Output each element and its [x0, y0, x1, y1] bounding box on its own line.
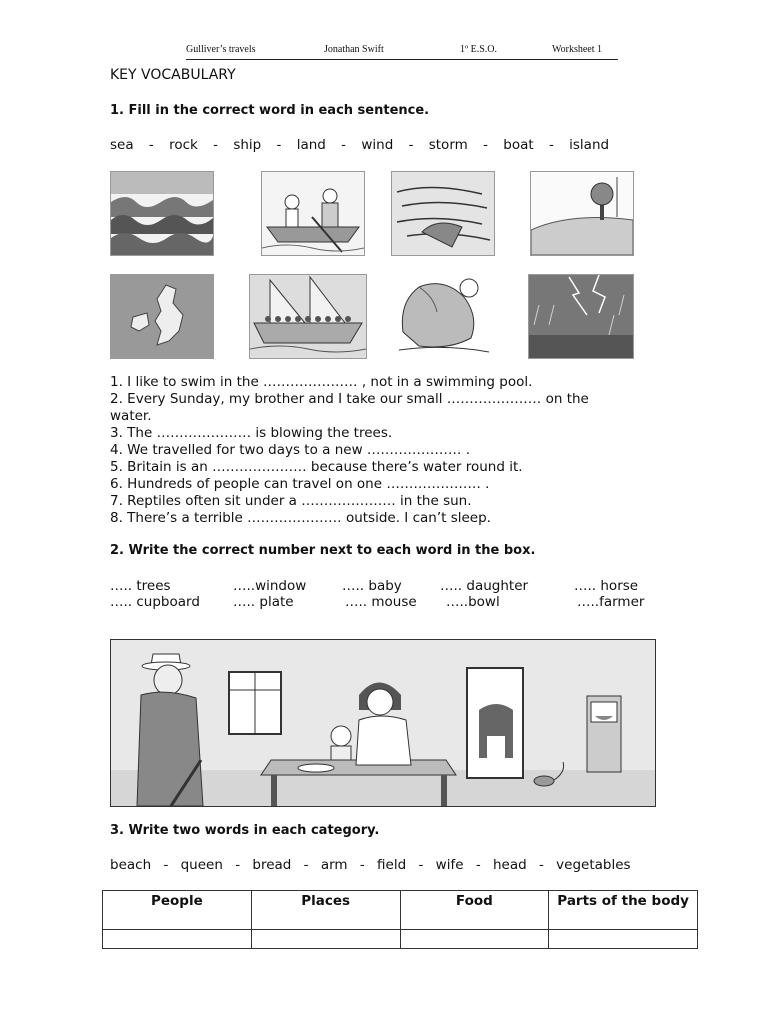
word-item: queen [180, 857, 223, 873]
word-item: rock [169, 137, 198, 153]
word-separator: - [548, 137, 554, 153]
category-table [102, 890, 698, 949]
ex1-sentences [110, 374, 670, 527]
column-header: People [103, 891, 252, 930]
header-book: Gulliver’s travels [186, 44, 256, 55]
answer-cell[interactable] [549, 930, 698, 949]
sentence: 7. Reptiles often sit under a ………………… in the sun. [110, 493, 472, 509]
table-row [103, 930, 698, 949]
header-sheet: Worksheet 1 [552, 44, 603, 55]
word-separator: - [418, 857, 424, 873]
word-separator: - [341, 137, 347, 153]
box-word: ….. daughter [440, 578, 529, 594]
storm-picture [528, 274, 634, 359]
word-separator: - [303, 857, 309, 873]
word-separator: - [475, 857, 481, 873]
ex3-heading: 3. Write two words in each category. [110, 823, 380, 838]
box-word: ….. horse [574, 578, 639, 594]
sentence: 5. Britain is an ………………… because there’s water round it. [110, 459, 523, 475]
family-scene-picture [110, 639, 656, 807]
word-item: island [569, 137, 610, 153]
column-header: Places [251, 891, 400, 930]
table-header-row [103, 891, 698, 930]
answer-cell[interactable] [103, 930, 252, 949]
word-item: field [377, 857, 407, 873]
word-item: land [296, 137, 326, 153]
header-author: Jonathan Swift [324, 44, 384, 55]
sentence: water. [110, 408, 152, 424]
word-item: wife [435, 857, 464, 873]
word-item: bread [252, 857, 292, 873]
header-level: 1º E.S.O. [460, 44, 497, 55]
answer-cell[interactable] [251, 930, 400, 949]
word-item: wind [361, 137, 394, 153]
box-word: …..farmer [577, 594, 645, 610]
sentence: 2. Every Sunday, my brother and I take our small ………………… on the [110, 391, 589, 407]
wind-picture [391, 171, 495, 256]
word-item: beach [110, 857, 152, 873]
box-word: …..window [233, 578, 307, 594]
box-word: ….. baby [342, 578, 402, 594]
ex2-heading: 2. Write the correct number next to each word in the box. [110, 543, 536, 558]
word-separator: - [148, 137, 154, 153]
ex1-word-list [110, 137, 609, 153]
word-separator: - [408, 137, 414, 153]
box-word: …..bowl [446, 594, 500, 610]
box-word: ….. trees [110, 578, 171, 594]
column-header: Parts of the body [549, 891, 698, 930]
ex3-word-list [110, 857, 631, 873]
boat-picture [261, 171, 365, 256]
word-separator: - [539, 857, 544, 873]
word-separator: - [163, 857, 169, 873]
box-word: ….. mouse [345, 594, 417, 610]
ship-picture [249, 274, 367, 359]
sentence: 8. There’s a terrible ………………… outside. I can’t sleep. [110, 510, 491, 526]
island-picture [110, 274, 214, 359]
word-item: sea [110, 137, 134, 153]
word-item: storm [428, 137, 468, 153]
sentence: 1. I like to swim in the ………………… , not in a swimming pool. [110, 374, 533, 390]
word-item: boat [503, 137, 534, 153]
sentence: 6. Hundreds of people can travel on one ………………… . [110, 476, 490, 492]
page-title: KEY VOCABULARY [110, 67, 236, 83]
word-item: vegetables [556, 857, 631, 873]
word-separator: - [235, 857, 241, 873]
word-item: ship [233, 137, 262, 153]
word-separator: - [213, 137, 219, 153]
waves-picture [110, 171, 214, 256]
word-separator: - [276, 137, 282, 153]
sentence: 3. The ………………… is blowing the trees. [110, 425, 393, 441]
worksheet-header [186, 43, 618, 60]
land-picture [530, 171, 634, 256]
rock-picture [399, 272, 489, 357]
word-item: arm [320, 857, 348, 873]
word-separator: - [483, 137, 488, 153]
box-word: ….. cupboard [110, 594, 200, 610]
column-header: Food [400, 891, 549, 930]
word-item: head [492, 857, 527, 873]
box-word: ….. plate [233, 594, 294, 610]
word-separator: - [359, 857, 365, 873]
ex1-heading: 1. Fill in the correct word in each sentence. [110, 103, 430, 118]
answer-cell[interactable] [400, 930, 549, 949]
sentence: 4. We travelled for two days to a new ………………… . [110, 442, 470, 458]
